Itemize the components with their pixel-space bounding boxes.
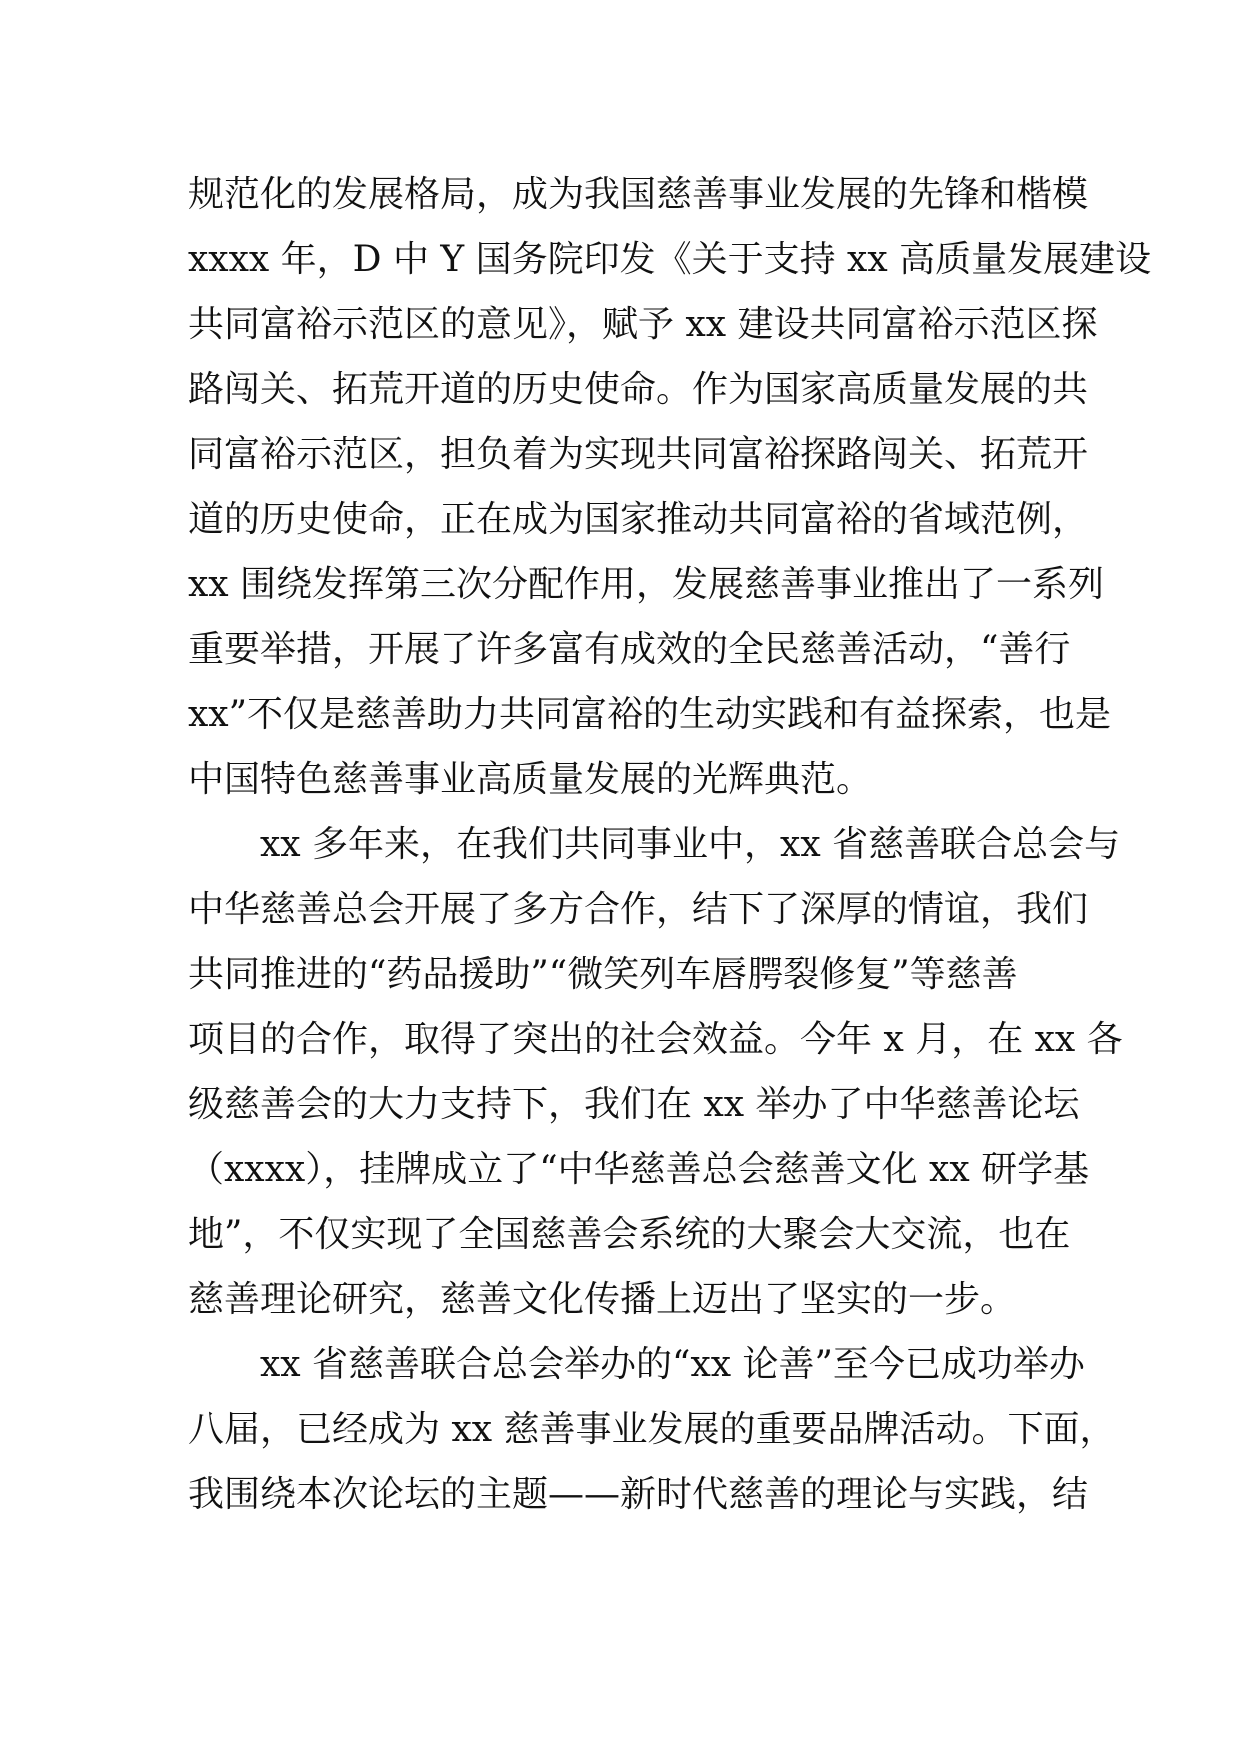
text-line: 项目的合作，取得了突出的社会效益。今年 x 月，在 xx 各 — [188, 1019, 1123, 1060]
paragraph-2 — [188, 812, 1123, 1332]
text-line: 规范化的发展格局，成为我国慈善事业发展的先锋和楷模 — [188, 174, 1089, 215]
text-line: xx”不仅是慈善助力共同富裕的生动实践和有益探索，也是 — [188, 694, 1112, 735]
text-line: 慈善理论研究，慈善文化传播上迈出了坚实的一步。 — [188, 1279, 1017, 1320]
text-line: 重要举措，开展了许多富有成效的全民慈善活动，“善行 — [188, 629, 1071, 670]
text-line: 共同富裕示范区的意见》，赋予 xx 建设共同富裕示范区探 — [188, 304, 1098, 345]
text-line: 路闯关、拓荒开道的历史使命。作为国家高质量发展的共 — [188, 369, 1089, 410]
text-line: （xxxx），挂牌成立了“中华慈善总会慈善文化 xx 研学基 — [188, 1149, 1090, 1190]
text-line: xx 省慈善联合总会举办的“xx 论善”至今已成功举办 — [260, 1344, 1085, 1385]
text-line: 共同推进的“药品援助”“微笑列车唇腭裂修复”等慈善 — [188, 954, 1018, 995]
text-line: 道的历史使命，正在成为国家推动共同富裕的省域范例， — [188, 499, 1089, 540]
text-line: 八届，已经成为 xx 慈善事业发展的重要品牌活动。下面， — [188, 1409, 1116, 1450]
paragraph-1 — [188, 162, 1152, 812]
text-line: 地”，不仅实现了全国慈善会系统的大聚会大交流，也在 — [188, 1214, 1071, 1255]
text-line: 中国特色慈善事业高质量发展的光辉典范。 — [188, 759, 873, 800]
document-body — [188, 162, 1152, 1527]
text-line: xx 围绕发挥第三次分配作用，发展慈善事业推出了一系列 — [188, 564, 1105, 605]
text-line: 我围绕本次论坛的主题——新时代慈善的理论与实践，结 — [188, 1474, 1089, 1515]
paragraph-3 — [188, 1332, 1116, 1527]
text-line: 中华慈善总会开展了多方合作，结下了深厚的情谊，我们 — [188, 889, 1089, 930]
text-line: 同富裕示范区，担负着为实现共同富裕探路闯关、拓荒开 — [188, 434, 1089, 475]
text-line: 级慈善会的大力支持下，我们在 xx 举办了中华慈善论坛 — [188, 1084, 1080, 1125]
text-line: xxxx 年，D 中 Y 国务院印发《关于支持 xx 高质量发展建设 — [188, 239, 1152, 280]
text-line: xx 多年来，在我们共同事业中，xx 省慈善联合总会与 — [260, 824, 1121, 865]
